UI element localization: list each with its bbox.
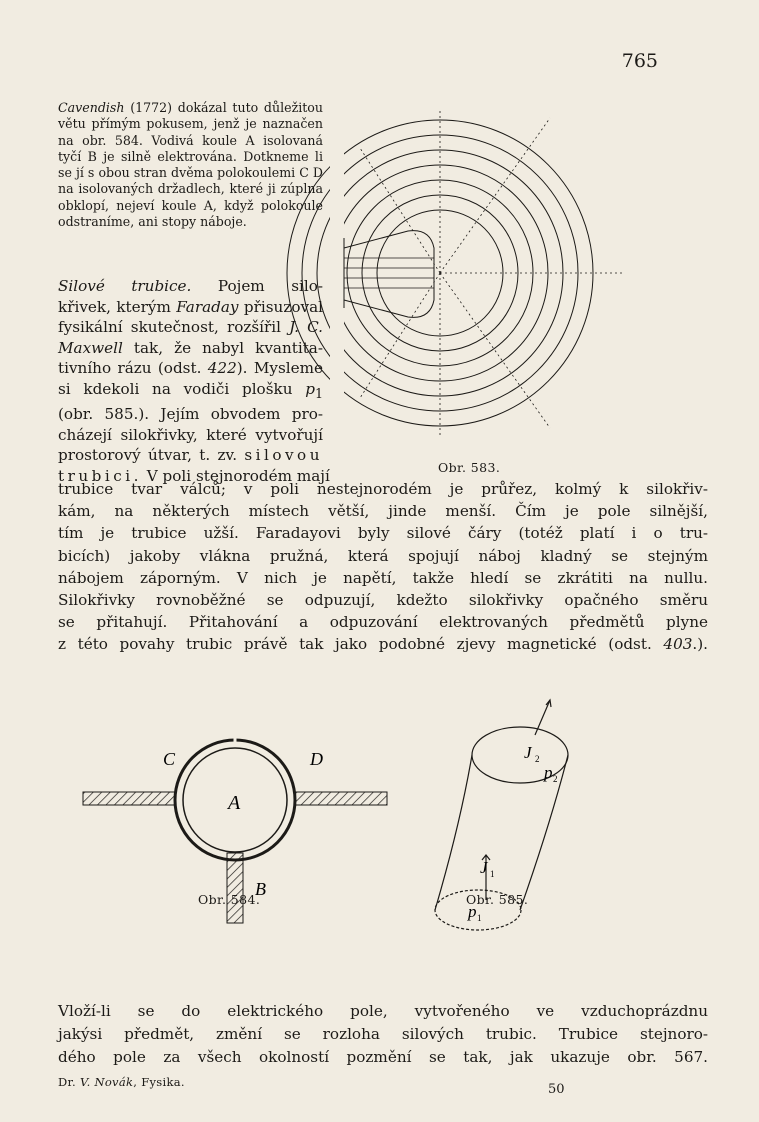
text-line: křivek, kterým Faraday přisuzoval <box>58 297 323 316</box>
label-d: D <box>310 749 323 769</box>
intro-paragraph <box>58 100 323 230</box>
figure-583-field-lines <box>330 88 630 458</box>
figure-584-caption: Obr. 584. <box>198 892 261 907</box>
text-line: si kdekoli na vodiči plošku $p_1$ <box>58 379 323 401</box>
label-c: C <box>163 749 176 769</box>
label-p1-sub: 1 <box>477 913 482 923</box>
text-line: se přitahují. Přitahování a odpuzování elektrovaných předmětů plyne <box>58 613 708 632</box>
spaced-term: trubici. <box>58 466 142 485</box>
label-p1: p <box>468 902 477 921</box>
text-line: fysikální skutečnost, rozšířil J. C. <box>58 318 323 336</box>
text-line: prostorový útvar, t. zv. silovou <box>58 446 323 465</box>
symbol-subscript: 1 <box>314 385 323 401</box>
label-b: B <box>255 879 266 899</box>
section-heading: Silové trubice. <box>58 277 192 295</box>
text-line: (obr. 585.). Jejím obvodem pro- <box>58 405 323 424</box>
label-j1-sub: 1 <box>490 869 495 879</box>
figure-584-sphere <box>75 725 375 899</box>
person-name: Faraday <box>176 297 239 316</box>
intro-text: (1772) dokázal tuto důležitou větu přímým pokusem, jenž je naznačen na obr. 584. Vodivá koule A isolovaná tyčí B je silně elektrována. Dotkneme li se jí s obou stran dvěma polokoulemi C D na isolovaných držadlech, které ji zúplna obklopí, nejeví koule A, když polokoule odstraníme, ani stopy náboje. <box>58 100 323 230</box>
label-a: A <box>228 792 241 814</box>
footer-author: Dr. V. Novák, Fysika. <box>58 1075 185 1089</box>
page-number: 765 <box>621 50 658 72</box>
figure-585-caption: Obr. 585. <box>466 892 529 907</box>
text-line: dého pole za všech okolností pozmění se tak, jak ukazuje obr. 567. <box>58 1048 708 1066</box>
symbol: p <box>305 379 315 398</box>
person-name: Maxwell <box>58 338 123 357</box>
text-line: kám, na některých místech větší, jinde menší. Čím je pole silnější, <box>58 502 708 521</box>
text-line: nábojem záporným. V nich je napětí, takže hledí se zkrátiti na nullu. <box>58 568 708 587</box>
label-j2-sub: 2 <box>535 754 540 764</box>
text-line: jakýsi předmět, změní se rozloha silových trubic. Trubice stejnoro- <box>58 1025 708 1043</box>
spaced-term: silovou <box>244 446 323 465</box>
silove-trubice-paragraph <box>58 276 330 486</box>
text-line: Silové trubice. Pojem silo- <box>58 277 323 295</box>
author-name: V. Novák <box>79 1075 134 1089</box>
final-paragraph <box>58 1000 708 1069</box>
person-name: J. C. <box>289 318 323 336</box>
trubice-paragraph <box>58 478 708 656</box>
intro-author: Cavendish <box>58 100 125 115</box>
text-line: bicích) jakoby vlákna pružná, která spojují náboj kladný se stejným <box>58 546 708 565</box>
text-line: Vloží-li se do elektrického pole, vytvořeného ve vzduchoprázdnu <box>58 1002 708 1020</box>
text-line: trubice tvar válců; v poli nestejnorodém je průřez, kolmý k silokřiv- <box>58 480 708 498</box>
label-p2: p <box>544 763 553 782</box>
label-j2: J <box>524 743 532 762</box>
text-line: Maxwell tak, že nabyl kvantita- <box>58 338 323 357</box>
text-line: cházejí silokřivky, které vytvořují <box>58 425 323 444</box>
text-line: tím je trubice užší. Faradayovi byly silové čáry (totéž platí i o tru- <box>58 524 708 543</box>
text-line: Silokřivky rovnoběžné se odpuzují, kdežto silokřivky opačného směru <box>58 591 708 610</box>
label-p2-sub: 2 <box>553 774 558 784</box>
text-line: tivního rázu (odst. 422). Mysleme <box>58 359 324 377</box>
label-j1: J <box>480 858 488 877</box>
figure-583-caption: Obr. 583. <box>438 460 501 475</box>
text-line: z této povahy trubic právě tak jako podobné zjevy magnetické (odst. 403.). <box>58 635 708 654</box>
section-reference: 422 <box>207 359 237 377</box>
section-reference: 403 <box>663 635 693 654</box>
sheet-signature: 50 <box>548 1082 565 1097</box>
text-line: trubici. V poli stejnorodém mají <box>58 466 330 485</box>
